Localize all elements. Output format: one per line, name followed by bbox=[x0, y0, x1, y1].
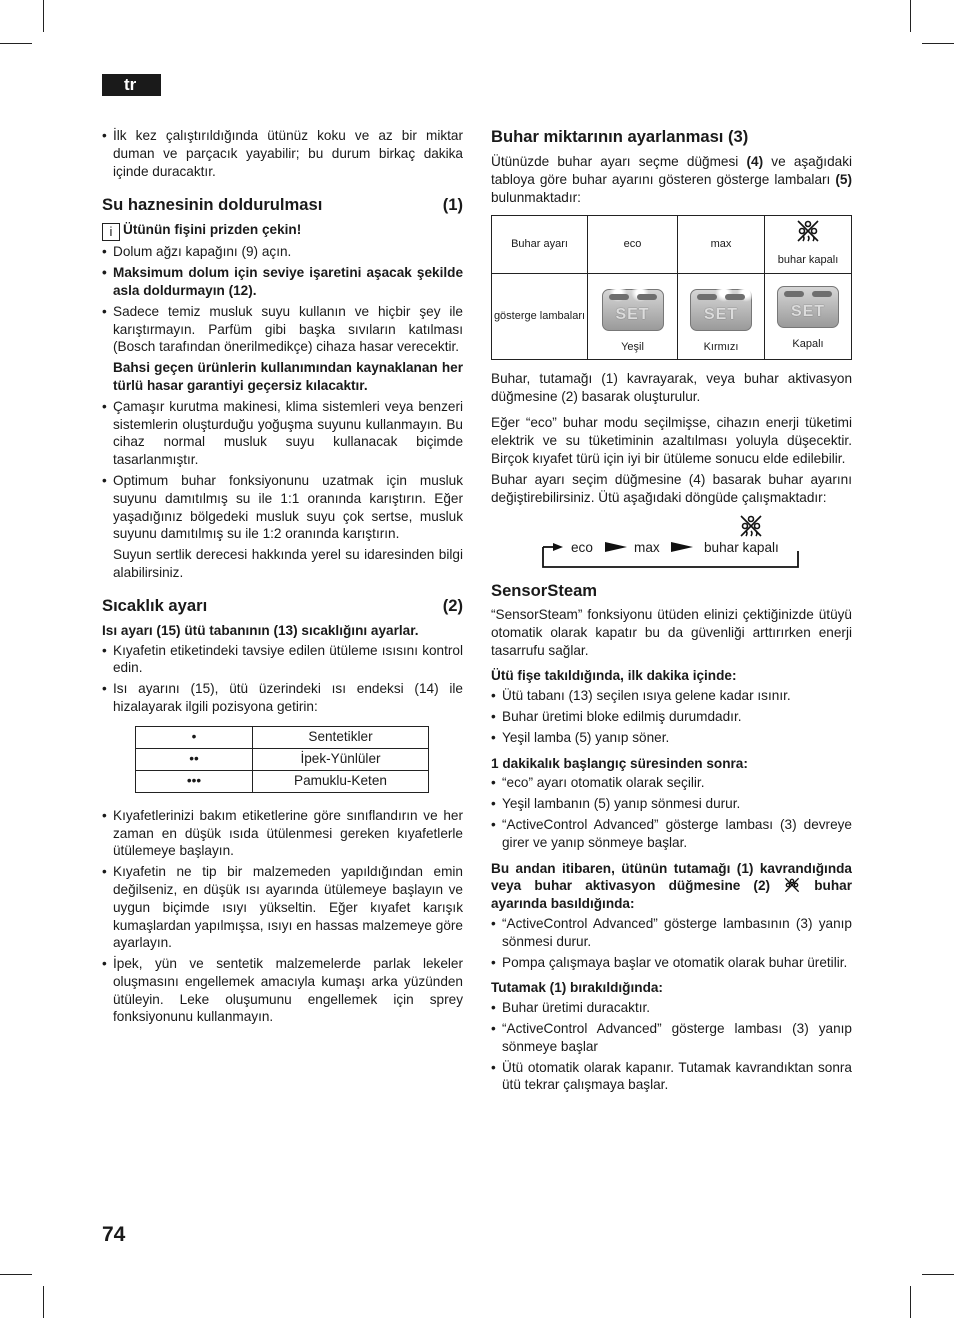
list-item: • Buhar üretimi bloke edilmiş durumdadır. bbox=[491, 708, 852, 726]
list-item: • Dolum ağzı kapağını (9) açın. bbox=[102, 243, 463, 261]
table-cell: max bbox=[678, 216, 765, 274]
table-cell bbox=[588, 274, 678, 360]
list-item: • Ütü tabanı (13) seçilen ısıya gelene kadar ısınır. bbox=[491, 687, 852, 705]
list-item: • “ActiveControl Advanced” gösterge lambasının (3) yanıp sönmesi durur. bbox=[491, 915, 852, 951]
list-item: • Buhar üretimi duracaktır. bbox=[491, 999, 852, 1017]
list-item: • Ütü otomatik olarak kapanır. Tutamak kavrandıktan sonra ütü tekrar çalışmaya başlar. bbox=[491, 1059, 852, 1095]
crop-mark bbox=[0, 1274, 32, 1275]
crop-mark bbox=[910, 1286, 911, 1318]
table-row bbox=[136, 770, 429, 792]
paragraph: Eğer “eco” buhar modu seçilmişse, cihazın enerji tüketimi elektrik ve su tüketiminin azaltılması yoluyla düşecektir. Birçok kıyafet türü için iyi bir ütüleme sonucu elde edilebilir. bbox=[491, 414, 852, 466]
steam-off-icon bbox=[795, 218, 821, 244]
list-item: • Kıyafetin ne tip bir malzemeden yapıldığından emin değilseniz, en düşük ısı ayarında ütülemeye başlayın ve uygun biçimde ısıyı yükseltin. Eğer kıyafet karışık kumaşlardan yapılmışsa, ısıyı en hassas malzemeye göre ayarlayın. bbox=[102, 863, 463, 952]
cycle-off: buhar kapalı bbox=[704, 539, 779, 555]
heading-title: Sıcaklık ayarı bbox=[102, 595, 208, 615]
list-item: • “ActiveControl Advanced” gösterge lambası (3) yanıp sönmeye başlar bbox=[491, 1020, 852, 1056]
page-number: 74 bbox=[102, 1223, 126, 1246]
table-cell: gösterge lambaları bbox=[492, 274, 588, 360]
section-heading-temperature bbox=[102, 596, 463, 616]
table-cell bbox=[765, 274, 852, 360]
steam-intro bbox=[491, 153, 852, 206]
list-item: • İpek, yün ve sentetik malzemelerde parlak lekeler oluşmasını engellemek amacıyla kumaşı arka yüzünden ütüleyin. Leke oluşumunu engellemek için sprey fonksiyonunu kullanmayın. bbox=[102, 955, 463, 1026]
table-cell: ••• bbox=[136, 770, 253, 792]
sensor-list-1 bbox=[491, 687, 852, 746]
warning-line bbox=[102, 221, 463, 241]
paragraph: Buhar, tutamağı (1) kavrayarak, veya buhar aktivasyon düğmesine (2) basarak oluşturulur. bbox=[491, 371, 852, 405]
table-cell: eco bbox=[588, 216, 678, 274]
list-item: • Pompa çalışmaya başlar ve otomatik olarak buhar üretilir. bbox=[491, 954, 852, 972]
water-list bbox=[102, 243, 463, 581]
table-row bbox=[136, 748, 429, 770]
temperature-list bbox=[102, 642, 463, 716]
table-cell-label: Kapalı bbox=[792, 337, 824, 350]
section-heading-water bbox=[102, 195, 463, 215]
info-icon: i bbox=[102, 223, 120, 241]
set-label: SET bbox=[790, 302, 826, 320]
temperature-list-2 bbox=[102, 807, 463, 1027]
list-item: • Isı ayarını (15), ütü üzerindeki ısı endeksi (14) ile hizalayarak ilgili pozisyona getirin: bbox=[102, 680, 463, 716]
table-cell-label: Yeşil bbox=[621, 340, 644, 353]
list-note: Suyun sertlik derecesi hakkında yerel su idaresinden bilgi alabilirsiniz. bbox=[113, 547, 463, 580]
list-item: • Yeşil lamba (5) yanıp söner. bbox=[491, 729, 852, 747]
table-cell bbox=[678, 274, 765, 360]
text-run: Ütünüzde buhar ayarı seçme düğmesi bbox=[491, 154, 747, 169]
text-run: Bu andan itibaren, ütünün tutamağı (1) kavrandığında veya buhar aktivasyon düğmesine (2) bbox=[491, 860, 852, 894]
cycle-arrows bbox=[491, 513, 852, 573]
section-heading-sensorsteam bbox=[491, 581, 852, 601]
heading-title: Su haznesinin doldurulması bbox=[102, 195, 323, 215]
crop-mark bbox=[922, 43, 954, 44]
crop-mark bbox=[43, 0, 44, 32]
table-cell: • bbox=[136, 726, 253, 748]
paragraph: “SensorSteam” fonksiyonu ütüden elinizi çektiğinizde ütüyü otomatik olarak kapatır bu da güvenliği arttırırken enerji tasarrufu sağlar. bbox=[491, 606, 852, 658]
intro-list bbox=[102, 127, 463, 180]
text-run: buhar ayarında basıldığında: bbox=[491, 878, 852, 912]
table-cell-label: Kırmızı bbox=[703, 340, 739, 353]
subheading: 1 dakikalık başlangıç süresinden sonra: bbox=[491, 755, 748, 771]
list-item: • Sadece temiz musluk suyu kullanın ve hiçbir şey ile karıştırmayın. Parfüm gibi başka sıvıların katılması (Bosch tarafından önerilmedikçe) cihaza hasar verecektir. bbox=[102, 303, 463, 356]
list-item: • İlk kez çalıştırıldığında ütünüz koku ve az bir miktar duman ve parçacık yayabilir; bu durum birkaç dakika içinde duracaktır. bbox=[102, 127, 463, 180]
list-item: • Çamaşır kurutma makinesi, klima sistemleri veya benzeri sistemlerin oluşturduğu yoğuşma suyunu kullanmayın. Bu cihaz normal musluk suyu kullanacak biçimde tasarlanmıştır. bbox=[102, 398, 463, 469]
text-run: (4) bbox=[746, 154, 764, 169]
list-item: • Optimum buhar fonksiyonunu uzatmak için musluk suyunu damıtılmış su ile 1:1 oranında karıştırın. Eğer yaşadığınız bölgedeki musluk suyu çok sertse, musluk suyunu damıtılmış su ile 1:2 oranında karıştırın. bbox=[102, 472, 463, 543]
set-button-image bbox=[602, 289, 664, 331]
table-row bbox=[136, 726, 429, 748]
list-item: • Yeşil lambanın (5) yanıp sönmesi durur. bbox=[491, 795, 852, 813]
heading-number: (2) bbox=[442, 595, 463, 615]
heading-title: SensorSteam bbox=[491, 580, 598, 600]
list-item: • Kıyafetin etiketindeki tavsiye edilen ütüleme ısısını kontrol edin. bbox=[102, 642, 463, 678]
cycle-eco: eco bbox=[571, 539, 593, 555]
subheading bbox=[491, 860, 852, 913]
left-column bbox=[102, 127, 463, 1029]
crop-mark bbox=[0, 43, 32, 44]
sensor-list-4 bbox=[491, 999, 852, 1094]
list-item: • “eco” ayarı otomatik olarak seçilir. bbox=[491, 774, 852, 792]
text-run: (5) bbox=[835, 171, 852, 187]
table-cell: Buhar ayarı bbox=[492, 216, 588, 274]
temperature-lead: Isı ayarı (15) ütü tabanının (13) sıcaklığını ayarlar. bbox=[102, 622, 419, 638]
set-label: SET bbox=[703, 305, 739, 323]
set-label: SET bbox=[615, 305, 650, 323]
steam-settings-table bbox=[491, 215, 852, 360]
sensor-list-3 bbox=[491, 915, 852, 971]
temperature-table bbox=[135, 726, 429, 793]
subheading: Tutamak (1) bırakıldığında: bbox=[491, 980, 663, 996]
list-item: • Maksimum dolum için seviye işaretini aşacak şekilde asla doldurmayın (12). bbox=[102, 264, 463, 300]
steam-off-icon bbox=[783, 877, 801, 893]
heading-title: Buhar miktarının ayarlanması (3) bbox=[491, 127, 749, 146]
warning-text: Ütünün fişini prizden çekin! bbox=[123, 222, 302, 238]
crop-mark bbox=[43, 1286, 44, 1318]
table-cell: Pamuklu-Keten bbox=[253, 770, 429, 792]
right-column bbox=[491, 127, 852, 1097]
table-row bbox=[492, 216, 852, 274]
text-run: ve aşağıdaki tabloya göre buhar ayarını gösteren gösterge lambaları bbox=[491, 154, 853, 187]
table-cell: •• bbox=[136, 748, 253, 770]
sensor-list-2 bbox=[491, 774, 852, 851]
text-run: bulunmaktadır: bbox=[491, 189, 581, 205]
section-heading-steam bbox=[491, 127, 852, 147]
list-item: • Kıyafetlerinizi bakım etiketlerine göre sınıflandırın ve her zaman en düşük ısıda ütülenmesi gereken kıyafetlerle ütülemeye başlayın. bbox=[102, 807, 463, 860]
crop-mark bbox=[922, 1274, 954, 1275]
language-tab: tr bbox=[102, 74, 161, 96]
table-cell bbox=[765, 216, 852, 274]
table-cell: Sentetikler bbox=[253, 726, 429, 748]
list-item: • “ActiveControl Advanced” gösterge lambası (3) devreye girer ve yanıp sönmeye başlar. bbox=[491, 816, 852, 852]
set-button-image bbox=[690, 289, 752, 331]
list-note: Bahsi geçen ürünlerin kullanımından kaynaklanan her türlü hasar garantiyi geçersiz kılacaktır. bbox=[113, 360, 463, 393]
paragraph: Buhar ayarı seçim düğmesine (4) basarak buhar ayarını değiştirebilirsiniz. Ütü aşağıdaki döngüde çalışmaktadır: bbox=[491, 472, 852, 506]
cycle-max: max bbox=[634, 539, 660, 555]
subheading: Ütü fişe takıldığında, ilk dakika içinde: bbox=[491, 668, 737, 684]
heading-number: (1) bbox=[442, 195, 463, 215]
set-button-image bbox=[777, 286, 839, 328]
table-cell: İpek-Yünlüler bbox=[253, 748, 429, 770]
steam-cycle-diagram bbox=[491, 513, 852, 573]
table-row bbox=[492, 274, 852, 360]
crop-mark bbox=[910, 0, 911, 32]
table-cell-label: buhar kapalı bbox=[777, 253, 839, 266]
